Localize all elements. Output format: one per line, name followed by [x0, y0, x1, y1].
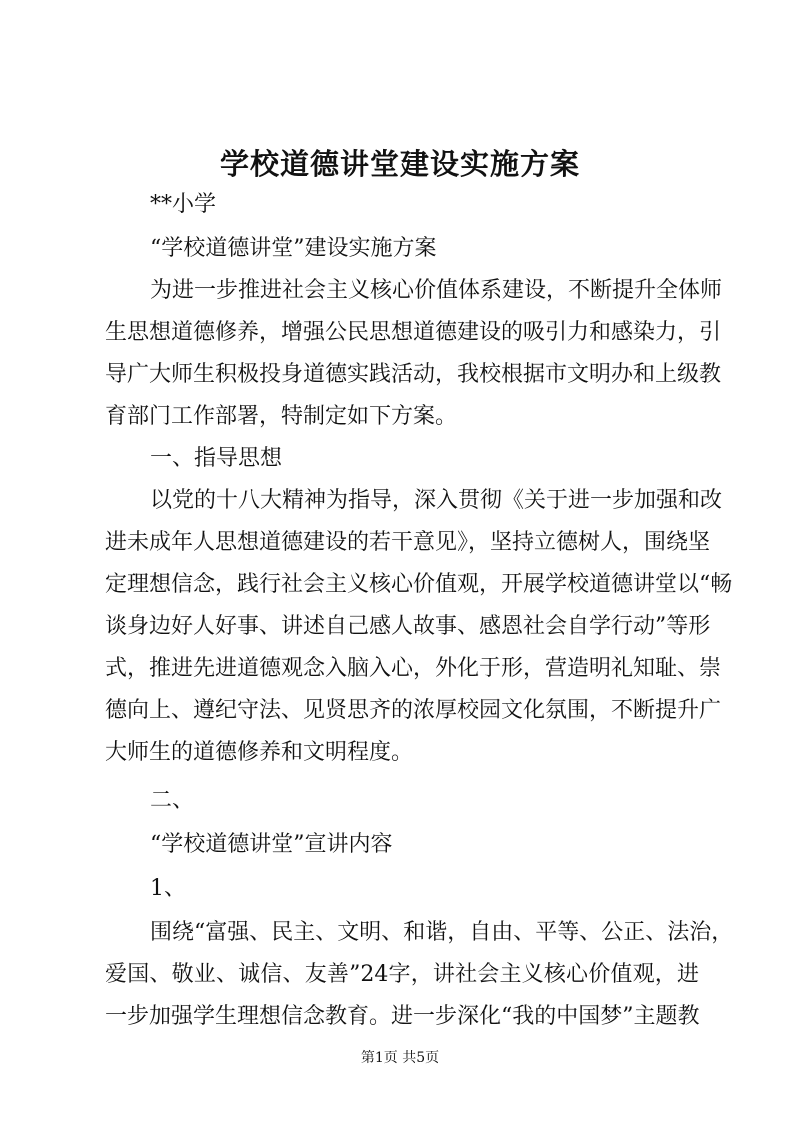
- item-number: 1、: [150, 876, 186, 901]
- paragraph-line: 进未成年人思想道德建设的若干意见》，坚持立德树人，围绕坚: [105, 530, 711, 555]
- section-heading: 一、指导思想: [150, 446, 283, 471]
- document-title: 学校道德讲堂建设实施方案: [219, 147, 580, 181]
- paragraph-line: 定理想信念，践行社会主义核心价值观，开展学校道德讲堂以“畅: [105, 572, 733, 597]
- paragraph-line: 围绕“富强、民主、文明、和谐，自由、平等、公正、法治，: [150, 920, 734, 945]
- subtitle: “学校道德讲堂”建设实施方案: [150, 236, 437, 261]
- paragraph-line: 爱国、敬业、诚信、友善”24字，讲社会主义核心价值观，进: [105, 962, 699, 987]
- paragraph-line: 以党的十八大精神为指导，深入贯彻《关于进一步加强和改: [150, 488, 723, 513]
- paragraph-line: 导广大师生积极投身道德实践活动，我校根据市文明办和上级教: [105, 362, 722, 387]
- paragraph-line: 为进一步推进社会主义核心价值体系建设，不断提升全体师: [150, 278, 723, 303]
- paragraph-line: 式，推进先进道德观念入脑入心，外化于形，营造明礼知耻、崇: [105, 656, 722, 681]
- paragraph-line: 谈身边好人好事、讲述自己感人故事、感恩社会自学行动”等形: [105, 614, 711, 639]
- paragraph-line: 大师生的道德修养和文明程度。: [105, 740, 414, 765]
- paragraph-line: 德向上、遵纪守法、见贤思齐的浓厚校园文化氛围，不断提升广: [105, 698, 722, 723]
- school-name: **小学: [150, 192, 217, 217]
- paragraph-line: 一步加强学生理想信念教育。进一步深化“我的中国梦”主题教: [105, 1004, 700, 1029]
- paragraph-line: 育部门工作部署，特制定如下方案。: [105, 404, 458, 429]
- paragraph-line: 生思想道德修养，增强公民思想道德建设的吸引力和感染力，引: [105, 320, 722, 345]
- section-heading: “学校道德讲堂”宣讲内容: [150, 832, 393, 857]
- section-number: 二、: [150, 788, 195, 813]
- page-footer: 第1页 共5页: [360, 1050, 440, 1066]
